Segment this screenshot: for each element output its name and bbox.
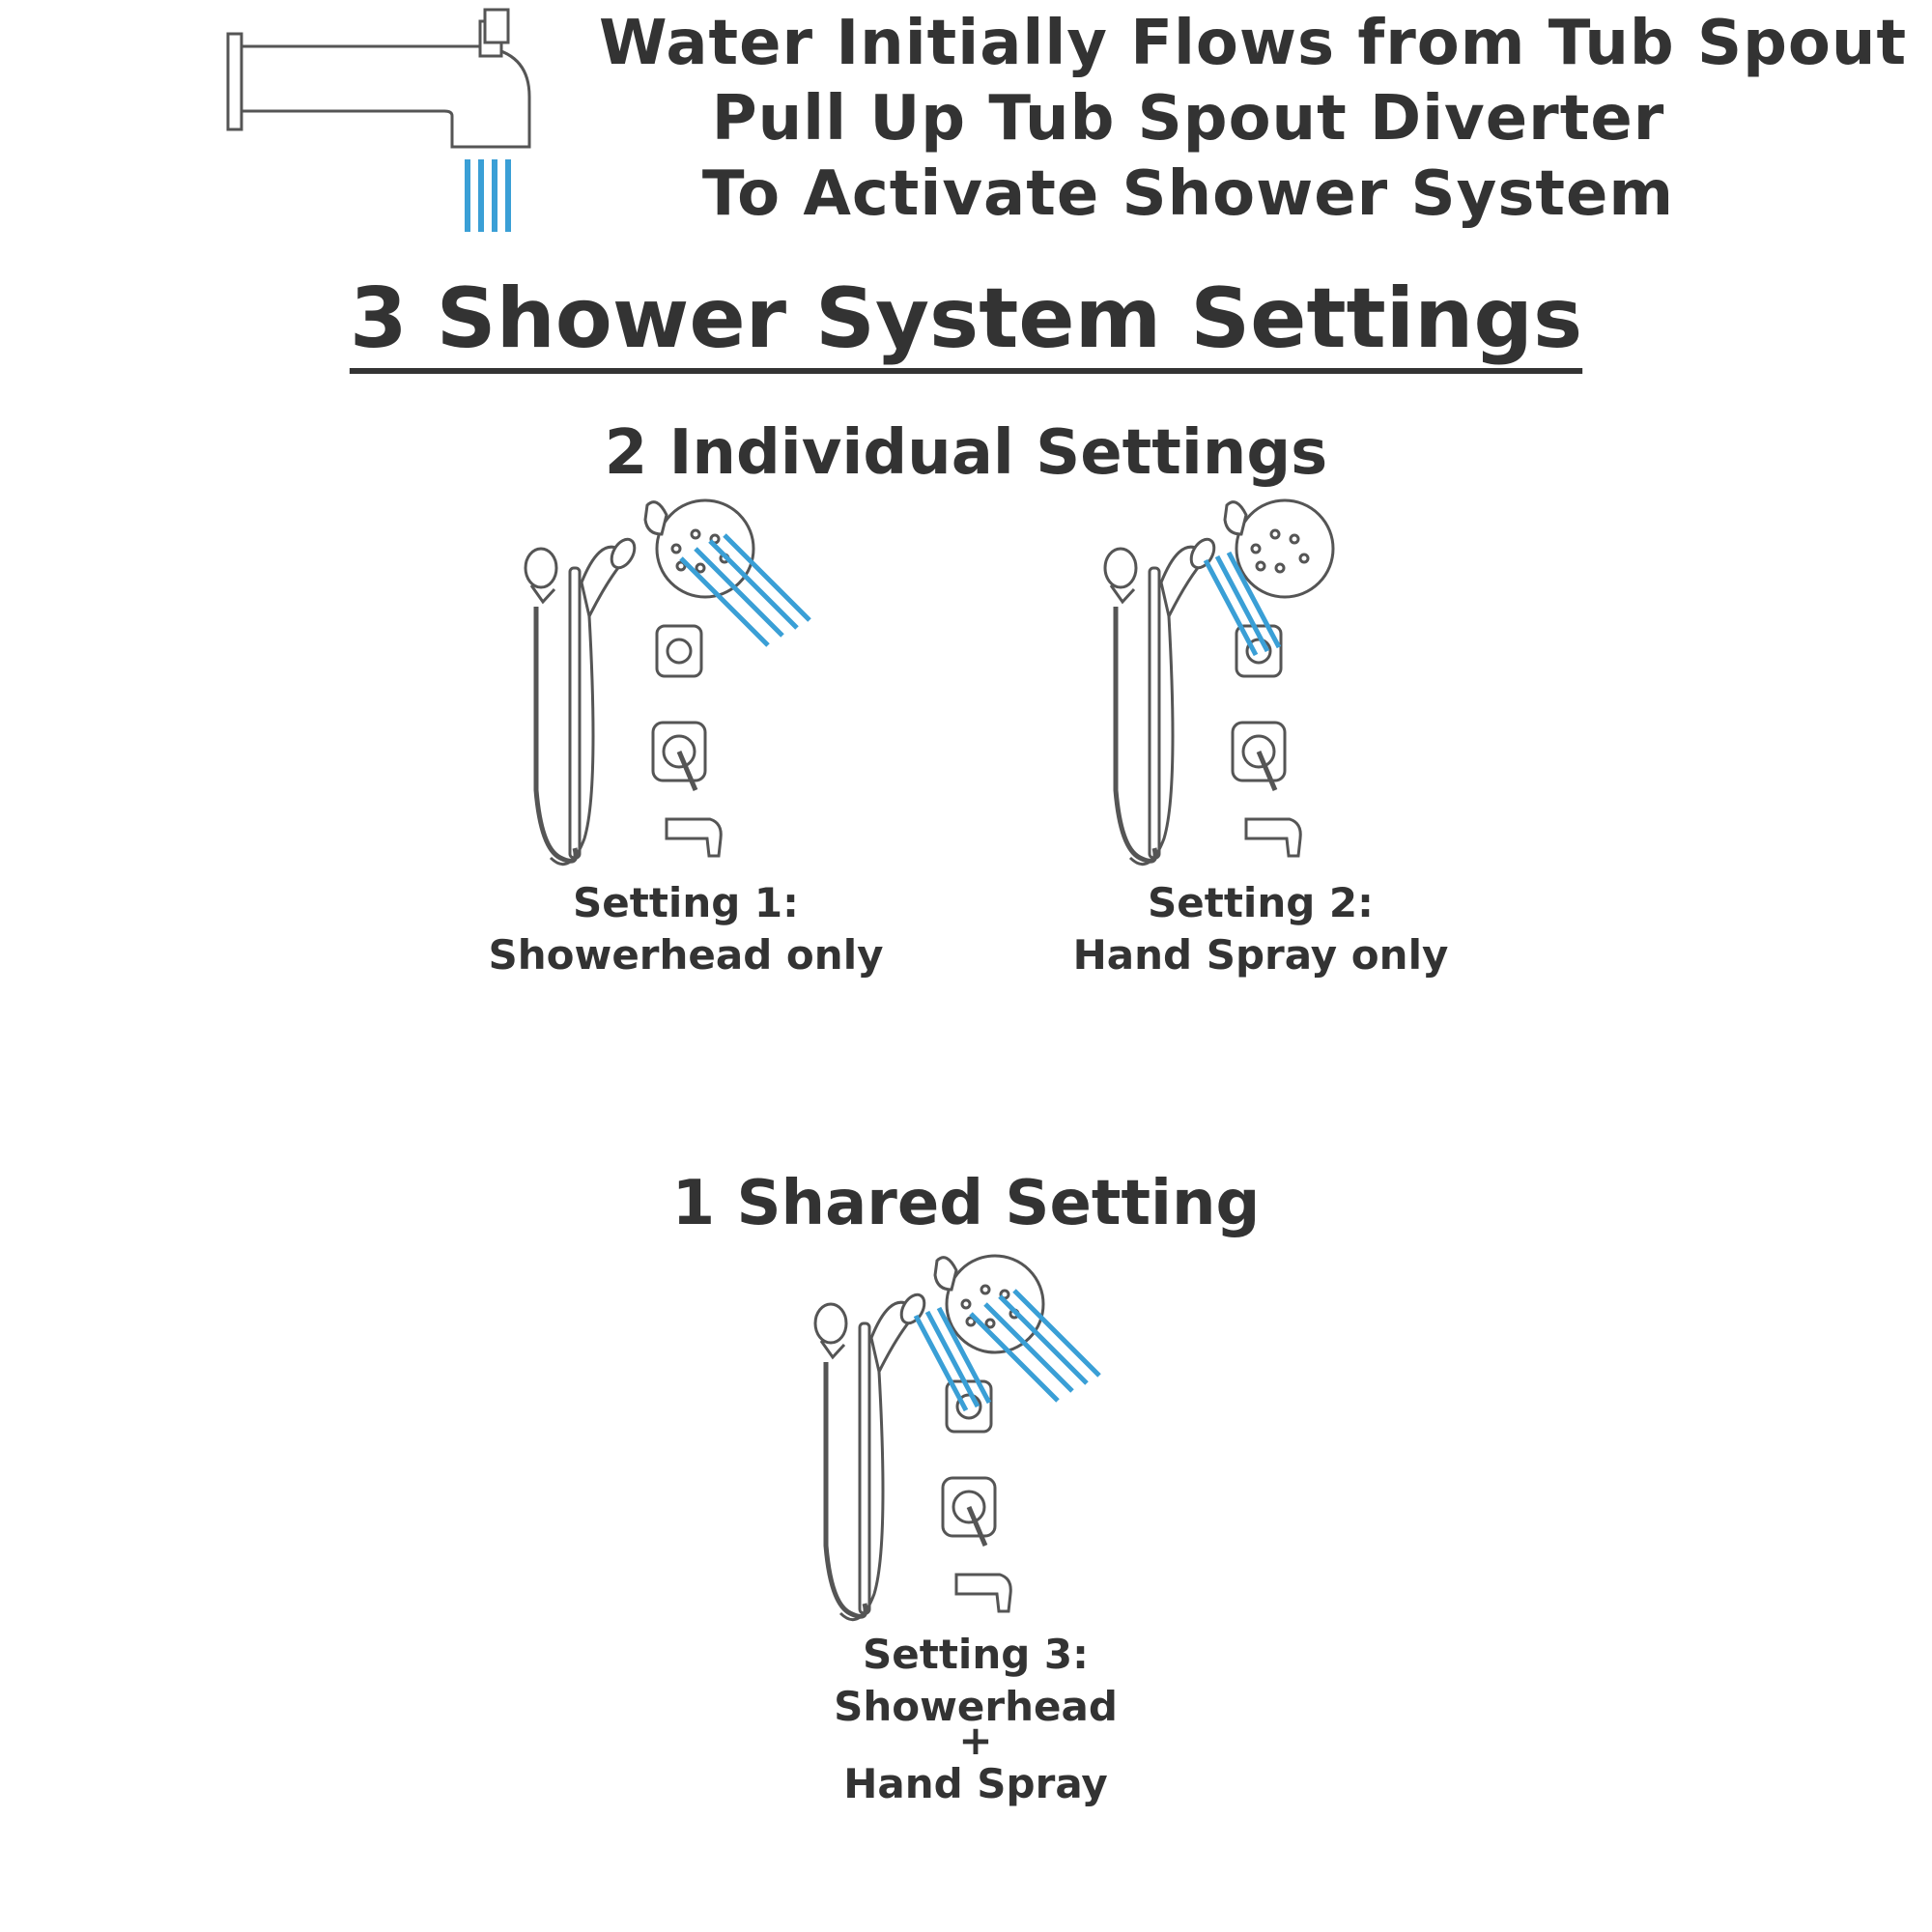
setting-3-description-line-1: Showerhead	[834, 1683, 1118, 1730]
section-title-individual: 2 Individual Settings	[604, 417, 1328, 489]
setting-3-description-plus: +	[958, 1717, 993, 1764]
setting-3-description-line-2: Hand Spray	[843, 1760, 1108, 1807]
setting-3-label: Setting 3:	[863, 1631, 1089, 1678]
header-line-2: Pull Up Tub Spout Diverter	[711, 83, 1665, 155]
section-title-shared: 1 Shared Setting	[671, 1168, 1261, 1239]
header-line-1: Water Initially Flows from Tub Spout	[599, 8, 1908, 79]
header-line-3: To Activate Shower System	[701, 158, 1675, 230]
setting-2-label: Setting 2:	[1148, 879, 1374, 926]
setting-1-label: Setting 1:	[573, 879, 799, 926]
setting-2-description: Hand Spray only	[1072, 931, 1449, 979]
setting-1-description: Showerhead only	[488, 931, 884, 979]
main-title: 3 Shower System Settings	[349, 270, 1583, 367]
